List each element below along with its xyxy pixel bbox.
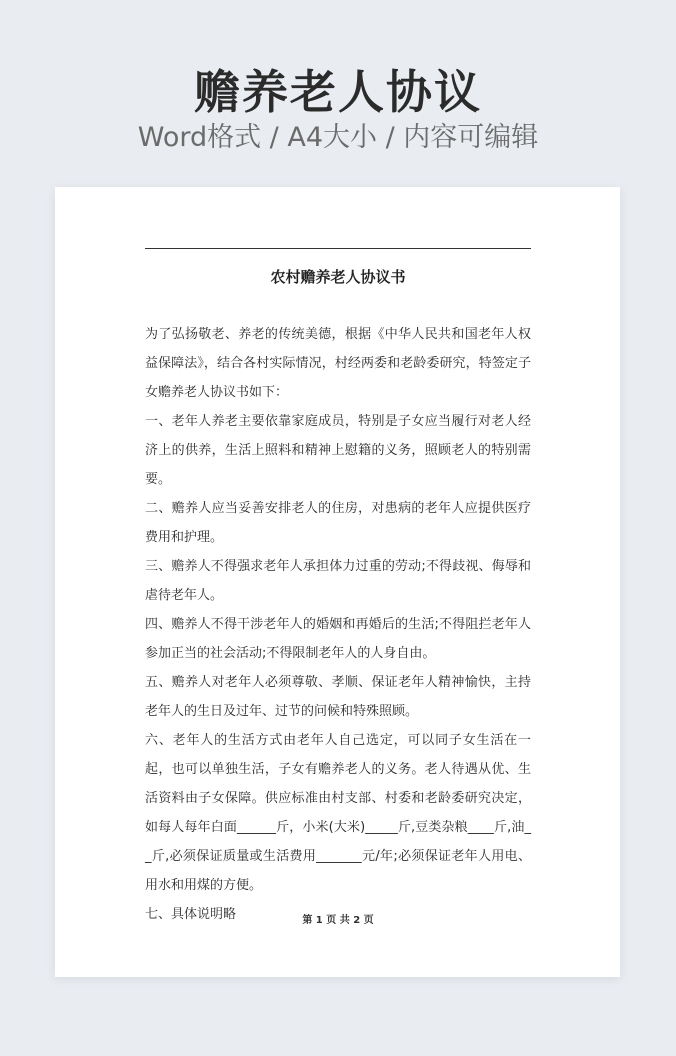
header-rule [145, 248, 531, 249]
document-title: 农村赡养老人协议书 [270, 268, 406, 286]
paragraph-clause-2: 二、赡养人应当妥善安排老人的住房，对患病的老年人应提供医疗费用和护理。 [145, 501, 531, 545]
paragraph-clause-1: 一、老年人养老主要依靠家庭成员，特别是子女应当履行对老人经济上的供养，生活上照料和精神上慰籍的义务，照顾老人的特别需要。 [145, 414, 531, 487]
banner-subtitle: Word格式 / A4大小 / 内容可编辑 [137, 122, 539, 153]
paragraph-clause-3: 三、赡养人不得强求老年人承担体力过重的劳动;不得歧视、侮辱和虐待老年人。 [145, 559, 531, 603]
document-page [55, 187, 620, 977]
paragraph-clause-7: 七、具体说明略 [145, 907, 237, 922]
paragraph-intro: 为了弘扬敬老、养老的传统美德，根据《中华人民共和国老年人权益保障法》，结合各村实际情况，村经两委和老龄委研究，特签定子女赡养老人协议书如下： [145, 327, 531, 400]
page-number: 第 1 页 共 2 页 [302, 915, 374, 926]
paragraph-clause-4: 四、赡养人不得干涉老年人的婚姻和再婚后的生活;不得阻拦老年人参加正当的社会活动;不得限制老年人的人身自由。 [145, 617, 531, 661]
banner-title: 赡养老人协议 [194, 65, 482, 119]
paragraph-clause-5: 五、赡养人对老年人必须尊敬、孝顺、保证老年人精神愉快，主持老年人的生日及过年、过节的问候和特殊照顾。 [145, 675, 531, 719]
paragraph-clause-6: 六、老年人的生活方式由老年人自己选定，可以同子女生活在一起，也可以单独生活，子女有赡养老人的义务。老人待遇从优、生活资料由子女保障。供应标准由村支部、村委和老龄委研究决定，如每人每年白面______斤，小米(大米)_____斤,豆类杂粮____斤,油__斤,必须保证质量或生活费用_______元/年;必须保证老年人用电、用水和用煤的方便。 [145, 733, 531, 893]
document-body [145, 320, 531, 929]
